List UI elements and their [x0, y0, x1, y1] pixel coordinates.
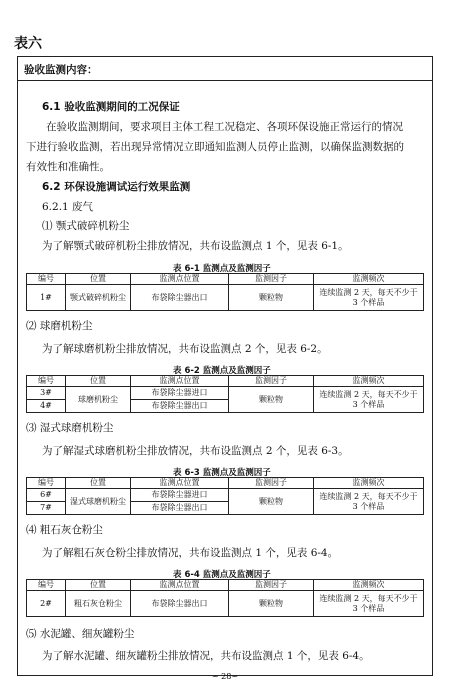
cell-point: 布袋除尘器出口: [131, 285, 229, 311]
column-header: 位置: [66, 580, 131, 591]
column-header: 监测因子: [229, 580, 314, 591]
table-caption: 表 6-2 监测点及监测因子: [173, 366, 271, 376]
cell-location: 湿式球磨机粉尘: [66, 489, 131, 515]
cell-frequency: 连续监测 2 天，每天不少于 3 个样品: [314, 591, 424, 617]
column-header: 监测点位置: [131, 376, 229, 387]
column-header: 监测因子: [229, 376, 314, 387]
table-caption: 表 6-1 监测点及监测因子: [173, 264, 271, 274]
content-frame: [17, 56, 433, 676]
table-header-row: [27, 580, 424, 591]
item-description: 为了解颚式破碎机粉尘排放情况，共布设监测点 1 个，见表 6-1。: [42, 240, 349, 252]
cell-location: 球磨机粉尘: [66, 387, 131, 413]
paragraph-line: 有效性和准确性。: [26, 161, 110, 173]
section-header-row: [18, 57, 432, 81]
table-row: [27, 489, 424, 502]
column-header: 位置: [66, 274, 131, 285]
cell-factor: 颗粒物: [229, 489, 314, 515]
table-row: [27, 591, 424, 617]
column-header: 位置: [66, 478, 131, 489]
subheading-6-2-1: 6.2.1 废气: [42, 201, 94, 213]
item-title: ⑸ 水泥罐、细灰罐粉尘: [26, 628, 135, 640]
cell-location: 颚式破碎机粉尘: [66, 285, 131, 311]
table-6-2: [26, 375, 424, 413]
cell-factor: 颗粒物: [229, 285, 314, 311]
item-description: 为了解球磨机粉尘排放情况，共布设监测点 2 个，见表 6-2。: [42, 343, 328, 355]
column-header: 监测频次: [314, 376, 424, 387]
section-header: 验收监测内容：: [24, 64, 98, 76]
column-header: 监测点位置: [131, 274, 229, 285]
page-number: ~ 28~: [211, 672, 239, 681]
column-header: 编号: [27, 580, 66, 591]
column-header: 监测频次: [314, 478, 424, 489]
column-header: 监测因子: [229, 478, 314, 489]
column-header: 监测因子: [229, 274, 314, 285]
column-header: 编号: [27, 274, 66, 285]
cell-frequency: 连续监测 2 天，每天不少于 3 个样品: [314, 489, 424, 515]
column-header: 编号: [27, 478, 66, 489]
item-title: ⑴ 颚式破碎机粉尘: [42, 220, 130, 232]
cell-id: 4#: [27, 400, 66, 413]
table-6-4: [26, 579, 424, 617]
cell-point: 布袋除尘器进口: [131, 387, 229, 400]
column-header: 监测点位置: [131, 580, 229, 591]
paragraph-line: 下进行验收监测，若出现异常情况立即通知监测人员停止监测，以确保监测数据的: [26, 141, 404, 153]
item-description: 为了解湿式球磨机粉尘排放情况，共布设监测点 2 个，见表 6-3。: [42, 445, 349, 457]
table-row: [27, 285, 424, 311]
table-6-1: [26, 273, 424, 311]
table-6-3: [26, 477, 424, 515]
cell-point: 布袋除尘器进口: [131, 489, 229, 502]
cell-frequency: 连续监测 2 天，每天不少于 3 个样品: [314, 387, 424, 413]
item-title: ⑷ 粗石灰仓粉尘: [26, 524, 103, 536]
column-header: 编号: [27, 376, 66, 387]
cell-id: 2#: [27, 591, 66, 617]
item-title: ⑶ 湿式球磨机粉尘: [26, 422, 114, 434]
item-description: 为了解水泥罐、细灰罐粉尘排放情况，共布设监测点 1 个，见表 6-4。: [42, 650, 370, 662]
cell-location: 粗石灰仓粉尘: [66, 591, 131, 617]
cell-frequency: 连续监测 2 天，每天不少于 3 个样品: [314, 285, 424, 311]
item-title: ⑵ 球磨机粉尘: [26, 320, 93, 332]
item-description: 为了解粗石灰仓粉尘排放情况，共布设监测点 1 个，见表 6-4。: [42, 547, 339, 559]
column-header: 监测频次: [314, 580, 424, 591]
heading-6-2: 6.2 环保设施调试运行效果监测: [42, 181, 191, 193]
column-header: 监测点位置: [131, 478, 229, 489]
table-header-row: [27, 274, 424, 285]
cell-id: 1#: [27, 285, 66, 311]
page-title: 表六: [14, 36, 42, 52]
column-header: 位置: [66, 376, 131, 387]
cell-factor: 颗粒物: [229, 387, 314, 413]
cell-id: 3#: [27, 387, 66, 400]
cell-id: 6#: [27, 489, 66, 502]
cell-point: 布袋除尘器出口: [131, 591, 229, 617]
table-header-row: [27, 376, 424, 387]
cell-point: 布袋除尘器出口: [131, 400, 229, 413]
cell-point: 布袋除尘器出口: [131, 502, 229, 515]
cell-factor: 颗粒物: [229, 591, 314, 617]
table-header-row: [27, 478, 424, 489]
table-row: [27, 387, 424, 400]
paragraph-line: 在验收监测期间，要求项目主体工程工况稳定、各项环保设施正常运行的情况: [46, 121, 403, 133]
heading-6-1: 6.1 验收监测期间的工况保证: [42, 101, 180, 113]
table-caption: 表 6-4 监测点及监测因子: [173, 570, 271, 580]
table-caption: 表 6-3 监测点及监测因子: [173, 468, 271, 478]
cell-id: 7#: [27, 502, 66, 515]
column-header: 监测频次: [314, 274, 424, 285]
